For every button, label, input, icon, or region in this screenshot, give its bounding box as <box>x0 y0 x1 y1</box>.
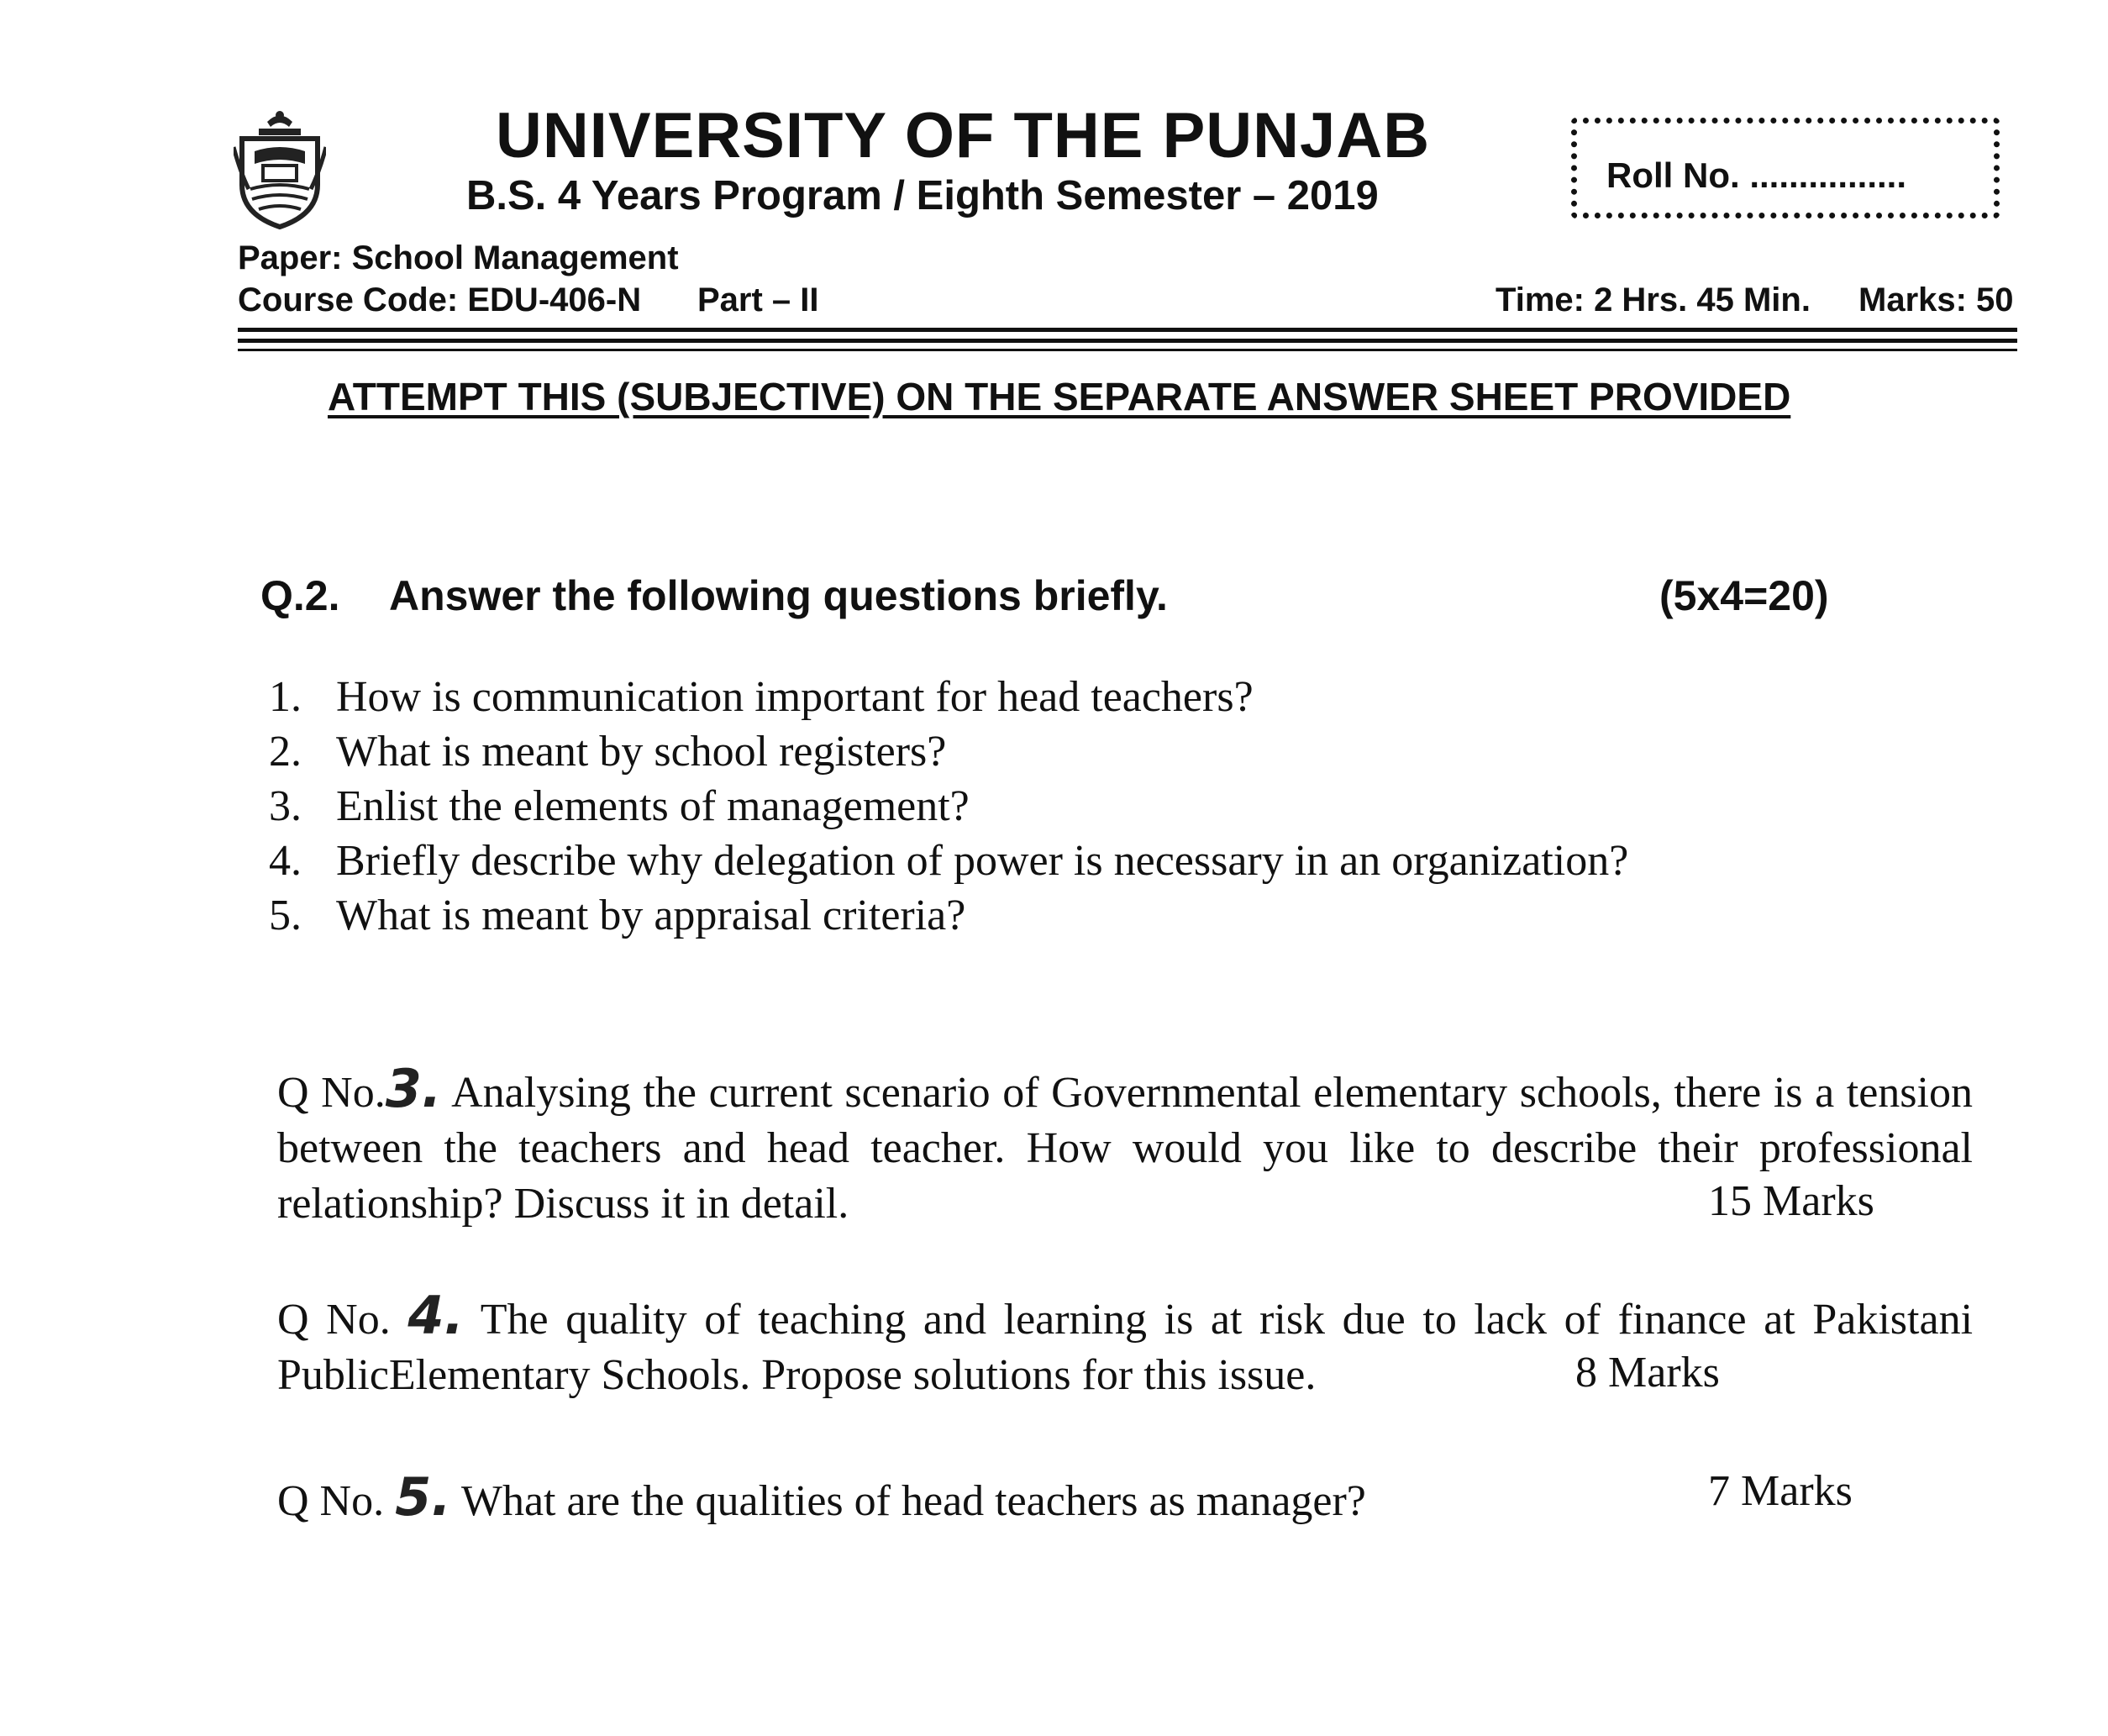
university-title: UNIVERSITY OF THE PUNJAB <box>496 100 1431 171</box>
list-item-text: Enlist the elements of management? <box>336 782 970 830</box>
list-item <box>269 727 946 776</box>
list-item <box>269 781 970 831</box>
header-divider <box>238 339 2017 343</box>
roll-number-label: Roll No. ................ <box>1606 155 1907 195</box>
total-marks: Marks: 50 <box>1858 281 2014 318</box>
part-label: Part – II <box>697 281 819 318</box>
q2-marks: (5x4=20) <box>1659 572 1829 619</box>
q4-text: The quality of teaching and learning is at risk due to lack of finance at Pakistani PublicElementary Schools. Propose solutions for this issue. <box>277 1296 1974 1399</box>
q5-marks: 7 Marks <box>1708 1467 1853 1515</box>
q5-text: What are the qualities of head teachers as manager? <box>460 1477 1366 1525</box>
paper-title: Paper: School Management <box>238 239 679 276</box>
program-line: B.S. 4 Years Program / Eighth Semester – 2019 <box>466 173 1379 218</box>
list-item-number: 1. <box>269 673 302 721</box>
list-item <box>269 836 1628 886</box>
list-item-text: Briefly describe why delegation of power is necessary in an organization? <box>336 837 1629 885</box>
q3-marks: 15 Marks <box>1708 1177 1874 1225</box>
list-item <box>269 891 965 940</box>
course-code: Course Code: EDU-406-N <box>238 281 642 318</box>
q2-number: Q.2. <box>260 572 340 619</box>
list-item-number: 5. <box>269 892 302 939</box>
header-divider <box>238 349 2017 351</box>
list-item-number: 2. <box>269 728 302 776</box>
roll-number-box <box>1571 118 2000 218</box>
q3-handwritten-number: 3. <box>385 1058 442 1119</box>
q4-marks: 8 Marks <box>1575 1349 1720 1397</box>
list-item-text: How is communication important for head teachers? <box>336 673 1254 721</box>
q5-prefix: Q No. <box>277 1477 385 1525</box>
list-item-text: What is meant by appraisal criteria? <box>336 892 966 939</box>
header-divider <box>238 328 2017 332</box>
q5-handwritten-number: 5. <box>395 1466 451 1528</box>
q3-text: Analysing the current scenario of Governmental elementary schools, there is a tension between the teachers and head teacher. How would you like to describe their professional relationship? Discuss it in detail. <box>277 1069 1973 1228</box>
q2-heading: Answer the following questions briefly. <box>389 572 1168 619</box>
q3-prefix: Q No. <box>277 1069 386 1117</box>
time-allowed: Time: 2 Hrs. 45 Min. <box>1496 281 1811 318</box>
list-item-number: 4. <box>269 837 302 885</box>
q4-handwritten-number: 4. <box>407 1285 465 1346</box>
university-crest-icon <box>234 105 326 231</box>
q5-question <box>277 1466 1366 1528</box>
list-item-text: What is meant by school registers? <box>336 728 947 776</box>
list-item <box>269 672 1254 722</box>
q4-prefix: Q No. <box>277 1296 391 1344</box>
instruction-heading: ATTEMPT THIS (SUBJECTIVE) ON THE SEPARATE ANSWER SHEET PROVIDED <box>328 375 1791 418</box>
list-item-number: 3. <box>269 782 302 830</box>
